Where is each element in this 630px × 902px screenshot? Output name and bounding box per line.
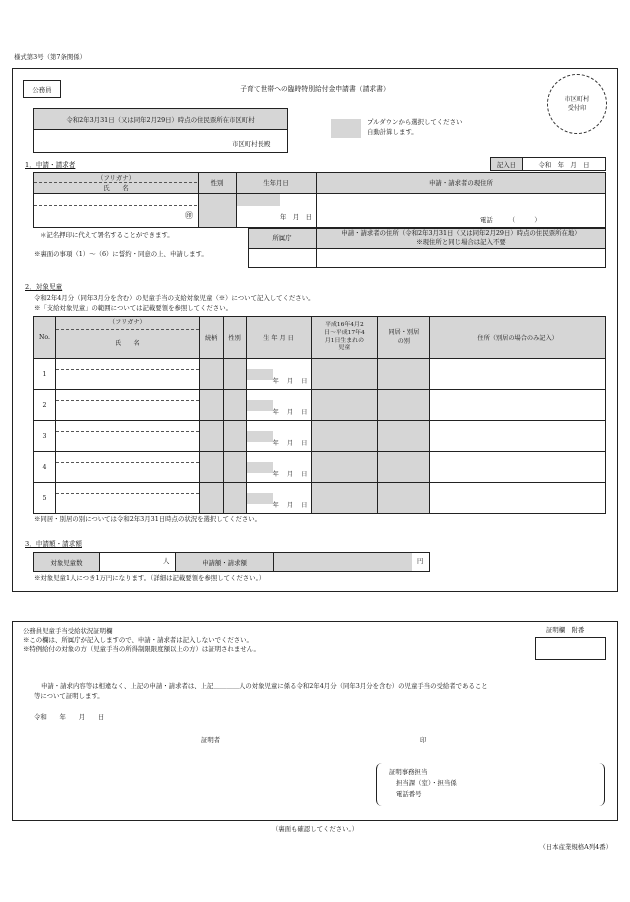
child-address-input[interactable] <box>430 452 606 483</box>
back-note: （裏面も確認してください。） <box>271 825 359 833</box>
col-gender: 性別 <box>223 317 246 359</box>
resident-municipality-text: 令和2年3月31日（又は同年2月29日）時点の住民票所在市区町村 <box>66 115 255 124</box>
resident-municipality-label <box>34 109 287 130</box>
certifier-label: 証明者 <box>201 736 221 744</box>
child-cohabitation-select[interactable] <box>378 452 430 483</box>
applicant-address-input[interactable] <box>317 194 605 227</box>
child-row-number: 2 <box>34 390 56 421</box>
child-born-range-select[interactable] <box>311 390 378 421</box>
col-address: 住所（別居の場合のみ記入） <box>430 317 606 359</box>
count-unit: 人 <box>163 557 170 565</box>
child-count-label: 対象児童数 <box>34 553 100 571</box>
child-name-input[interactable] <box>56 463 199 482</box>
amount-note: ※対象児童1人につき1万円になります。（詳細は記載要領を参照してください。） <box>34 574 266 582</box>
section1-heading: 1．申請・請求者 <box>25 161 76 169</box>
child-name-input[interactable] <box>56 401 199 420</box>
certificate-statement-end: 等について証明します。 <box>34 692 104 700</box>
furigana-header: （フリガナ） <box>96 174 136 182</box>
child-furigana-input[interactable] <box>56 452 199 463</box>
child-row <box>34 359 606 390</box>
children-table <box>33 316 606 514</box>
resident-address-input[interactable] <box>317 249 605 267</box>
child-era-select[interactable] <box>247 369 273 380</box>
child-born-range-select[interactable] <box>311 421 378 452</box>
child-address-input[interactable] <box>430 483 606 514</box>
child-furigana-input[interactable] <box>56 390 199 401</box>
child-birth-date[interactable]: 年 月 日 <box>272 471 308 478</box>
entry-date-field[interactable]: 令和 年 月 日 <box>522 157 606 171</box>
child-furigana-input[interactable] <box>56 359 199 370</box>
applicant-gender-select[interactable] <box>199 194 236 227</box>
appendix-label: 証明欄 附番 <box>546 626 585 634</box>
child-row-number: 4 <box>34 452 56 483</box>
child-row-number: 5 <box>34 483 56 514</box>
applicant-era-select[interactable] <box>237 194 280 206</box>
contact-title: 証明事務担当 <box>389 768 428 776</box>
resident-address-label: 申請・請求者の住所（令和2年3月31日（又は同年2月29日）時点の住民票所在地） <box>341 229 581 237</box>
contact-department: 担当課（室）・担当係 <box>396 779 457 787</box>
legend-swatch <box>331 119 361 138</box>
child-row-number: 1 <box>34 359 56 390</box>
signature-note: ＊記名押印に代えて署名することができます。 <box>40 231 174 239</box>
form-number: 様式第3号（第7条関係） <box>14 53 87 61</box>
children-note: 令和2年4月分（同年3月分を含む）の児童手当の支給対象児童（※）について記入してください。 <box>34 294 315 302</box>
col-cohabitation: 同居・別居 の別 <box>378 317 430 359</box>
children-scope-note: ※「支給対象児童」の範囲については記載要領を参照してください。 <box>34 304 232 312</box>
child-address-input[interactable] <box>430 390 606 421</box>
col-birth: 生 年 月 日 <box>246 317 311 359</box>
page-title: 子育て世帯への臨時特別給付金申請書（請求書） <box>240 85 390 93</box>
child-row <box>34 452 606 483</box>
child-name-input[interactable] <box>56 432 199 451</box>
child-relation-select[interactable] <box>199 421 223 452</box>
gender-header: 性別 <box>210 179 224 187</box>
child-gender-select[interactable] <box>223 421 246 452</box>
child-birth-date[interactable]: 年 月 日 <box>272 440 308 447</box>
child-relation-select[interactable] <box>199 452 223 483</box>
col-born-range: 平成16年4月2 日～平成17年4 月1日生まれの 児童 <box>311 317 378 359</box>
section2-heading: 2．対象児童 <box>25 283 63 291</box>
child-relation-select[interactable] <box>199 483 223 514</box>
birth-header: 生年月日 <box>263 179 289 187</box>
certificate-title: 公務員児童手当受給状況証明欄 <box>23 627 113 635</box>
address-header: 申請・請求者の現住所 <box>429 179 493 187</box>
child-row <box>34 483 606 514</box>
child-name-input[interactable] <box>56 494 199 513</box>
child-gender-select[interactable] <box>223 452 246 483</box>
certificate-note1: ※この欄は、所属庁が記入しますので、申請・請求者は記入しないでください。 <box>23 636 253 644</box>
appendix-field[interactable] <box>535 637 606 660</box>
name-header: 氏 名 <box>103 184 129 192</box>
entry-date-label: 記入日 <box>490 157 523 171</box>
affiliation-label: 所属庁 <box>272 234 292 242</box>
certificate-statement: 申請・請求内容等は相違なく、上記の申請・請求者は、上記＿＿＿＿人の対象児童に係る令和2年4月分（同年3月分を含む）の児童手当の受給者であること <box>41 682 488 690</box>
child-cohabitation-select[interactable] <box>378 483 430 514</box>
child-birth-date[interactable]: 年 月 日 <box>272 409 308 416</box>
child-name-input[interactable] <box>56 370 199 389</box>
seal-mark: ㊞ <box>185 211 193 220</box>
resident-address-note: ※現住所と同じ場合は記入不要 <box>416 238 506 246</box>
child-born-range-select[interactable] <box>311 359 378 390</box>
child-address-input[interactable] <box>430 359 606 390</box>
col-relation: 続柄 <box>199 317 223 359</box>
child-row <box>34 421 606 452</box>
contact-phone: 電話番号 <box>396 790 422 798</box>
applicant-birth-date[interactable]: 年 月 日 <box>280 213 312 221</box>
child-gender-select[interactable] <box>223 359 246 390</box>
mayor-label: 市区町村長殿 <box>232 140 271 148</box>
reception-stamp: 市区町村 受付印 <box>547 74 607 134</box>
child-birth-date[interactable]: 年 月 日 <box>272 502 308 509</box>
phone-field[interactable]: 電話 （ ） <box>480 216 541 224</box>
applicant-furigana-input[interactable] <box>34 194 197 205</box>
child-furigana-input[interactable] <box>56 483 199 494</box>
pledge-note: ※裏面の事項（1）～（6）に誓約・同意の上、申請します。 <box>34 250 208 258</box>
col-no: No. <box>34 317 56 359</box>
child-era-select[interactable] <box>247 431 273 442</box>
applicant-name-input[interactable] <box>34 206 184 227</box>
legend-auto: 自動計算します。 <box>367 128 418 136</box>
amount-auto-field <box>274 553 412 571</box>
affiliation-input[interactable] <box>249 249 315 267</box>
child-born-range-select[interactable] <box>311 483 378 514</box>
child-birth-date[interactable]: 年 月 日 <box>272 378 308 385</box>
certifier-seal: 印 <box>420 736 427 744</box>
child-address-input[interactable] <box>430 421 606 452</box>
child-cohabitation-select[interactable] <box>378 359 430 390</box>
cohabitation-footnote: ※同居・別居の別については令和2年3月31日時点の状況を選択してください。 <box>34 515 262 523</box>
child-cohabitation-select[interactable] <box>378 390 430 421</box>
official-badge-label: 公務員 <box>32 85 52 94</box>
child-relation-select[interactable] <box>199 390 223 421</box>
amount-unit: 円 <box>417 557 424 565</box>
child-furigana-input[interactable] <box>56 421 199 432</box>
child-era-select[interactable] <box>247 400 273 411</box>
legend-pulldown: プルダウンから選択してください <box>367 118 463 126</box>
child-born-range-select[interactable] <box>311 452 378 483</box>
child-gender-select[interactable] <box>223 483 246 514</box>
certificate-note2: ※特例給付の対象の方（児童手当の所得制限限度額以上の方）は証明されません。 <box>23 645 260 653</box>
amount-label: 申請額・請求額 <box>176 553 274 571</box>
section3-heading: 3．申請額・請求額 <box>25 540 82 548</box>
certificate-date[interactable]: 令和 年 月 日 <box>34 713 105 721</box>
child-row-number: 3 <box>34 421 56 452</box>
child-gender-select[interactable] <box>223 390 246 421</box>
col-name: （フリガナ） 氏 名 <box>55 317 199 359</box>
child-cohabitation-select[interactable] <box>378 421 430 452</box>
child-era-select[interactable] <box>247 493 273 504</box>
child-row <box>34 390 606 421</box>
child-era-select[interactable] <box>247 462 273 473</box>
child-relation-select[interactable] <box>199 359 223 390</box>
paper-size: （日本産業規格A列4番） <box>539 843 612 851</box>
